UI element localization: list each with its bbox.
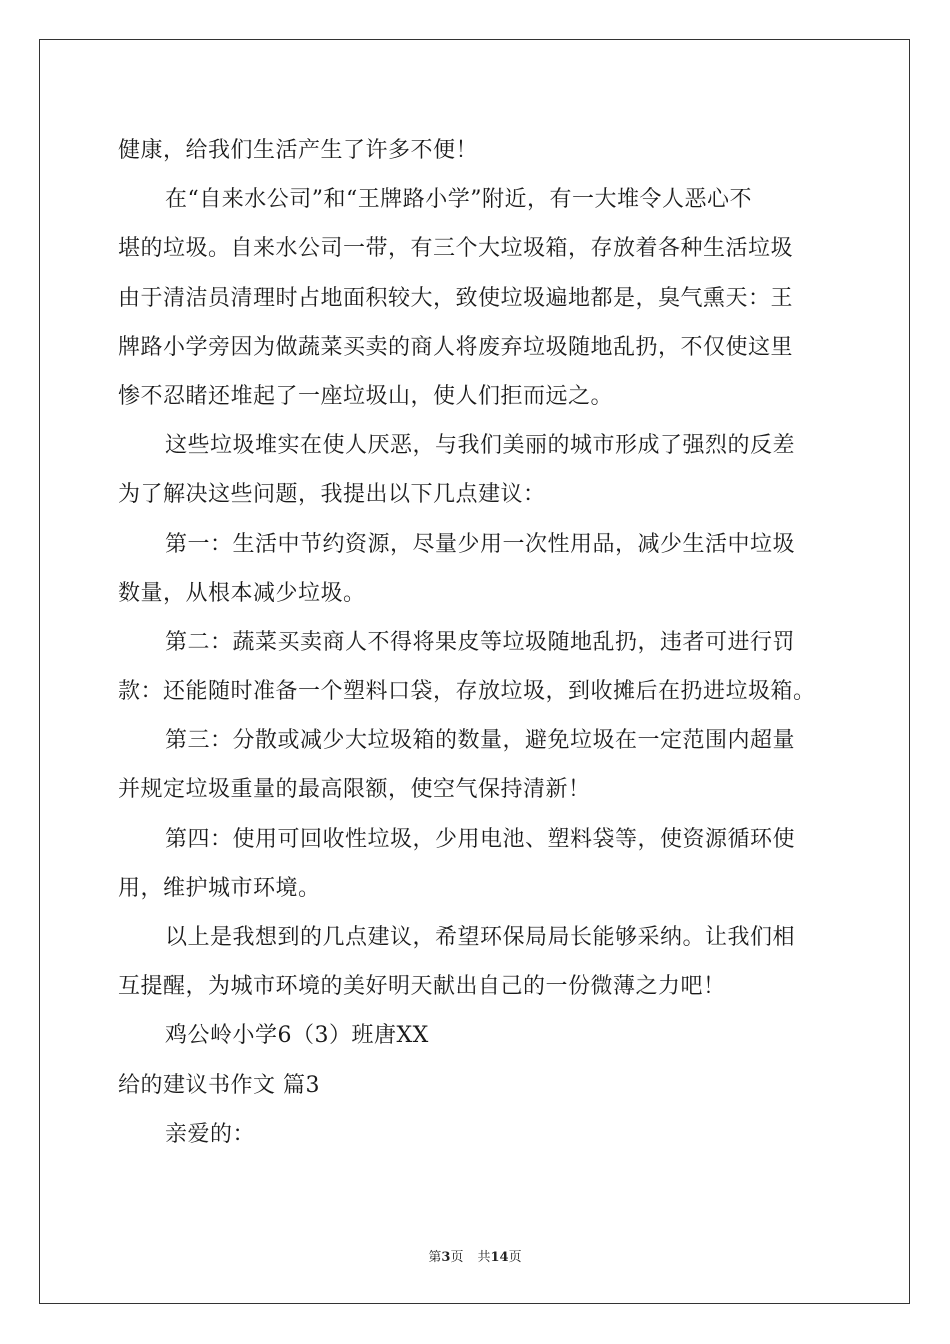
text-line: 用，维护城市环境。 bbox=[118, 875, 321, 901]
salutation-line: 亲爱的： bbox=[165, 1121, 256, 1147]
footer-total-prefix: 共 bbox=[477, 1250, 491, 1265]
text-line: 款：还能随时准备一个塑料口袋，存放垃圾，到收摊后在扔进垃圾箱。 bbox=[118, 679, 816, 705]
page-number: 3 bbox=[441, 1250, 451, 1265]
text-line: 数量，从根本减少垃圾。 bbox=[118, 580, 366, 606]
page-footer bbox=[0, 1246, 950, 1265]
text-line: 为了解决这些问题，我提出以下几点建议： bbox=[118, 482, 546, 508]
text-line: 这些垃圾堆实在使人厌恶，与我们美丽的城市形成了强烈的反差 bbox=[165, 433, 796, 459]
text-line: 第三：分散或减少大垃圾箱的数量，避免垃圾在一定范围内超量 bbox=[165, 728, 796, 754]
text-line: 第二：蔬菜买卖商人不得将果皮等垃圾随地乱扔，违者可进行罚 bbox=[165, 629, 796, 655]
text-line: 互提醒，为城市环境的美好明天献出自己的一份微薄之力吧！ bbox=[118, 974, 726, 1000]
signature-line: 鸡公岭小学6（3）班唐XX bbox=[165, 1023, 429, 1049]
text-line: 惨不忍睹还堆起了一座垃圾山，使人们拒而远之。 bbox=[118, 383, 614, 409]
text-line: 第一：生活中节约资源，尽量少用一次性用品，减少生活中垃圾 bbox=[165, 531, 796, 557]
text-line: 在“自来水公司”和“王牌路小学”附近，有一大堆令人恶心不 bbox=[165, 187, 752, 213]
text-line: 牌路小学旁因为做蔬菜买卖的商人将废弃垃圾随地乱扔，不仅使这里 bbox=[118, 334, 794, 360]
footer-page-suffix: 页 bbox=[450, 1250, 464, 1265]
footer-total-suffix: 页 bbox=[508, 1250, 522, 1265]
section-heading: 给的建议书作文 篇3 bbox=[118, 1072, 320, 1098]
text-line: 以上是我想到的几点建议，希望环保局局长能够采纳。让我们相 bbox=[165, 925, 796, 950]
text-line: 第四：使用可回收性垃圾，少用电池、塑料袋等，使资源循环使 bbox=[165, 826, 796, 852]
text-line: 堪的垃圾。自来水公司一带，有三个大垃圾箱，存放着各种生活垃圾 bbox=[118, 236, 794, 262]
text-line: 并规定垃圾重量的最高限额，使空气保持清新！ bbox=[118, 777, 591, 803]
text-line: 健康，给我们生活产生了许多不便！ bbox=[118, 138, 479, 163]
total-pages: 14 bbox=[490, 1250, 509, 1265]
footer-prefix: 第 bbox=[428, 1250, 442, 1265]
document-body bbox=[118, 126, 858, 1159]
text-line: 由于清洁员清理时占地面积较大，致使垃圾遍地都是，臭气熏天：王 bbox=[118, 285, 794, 311]
